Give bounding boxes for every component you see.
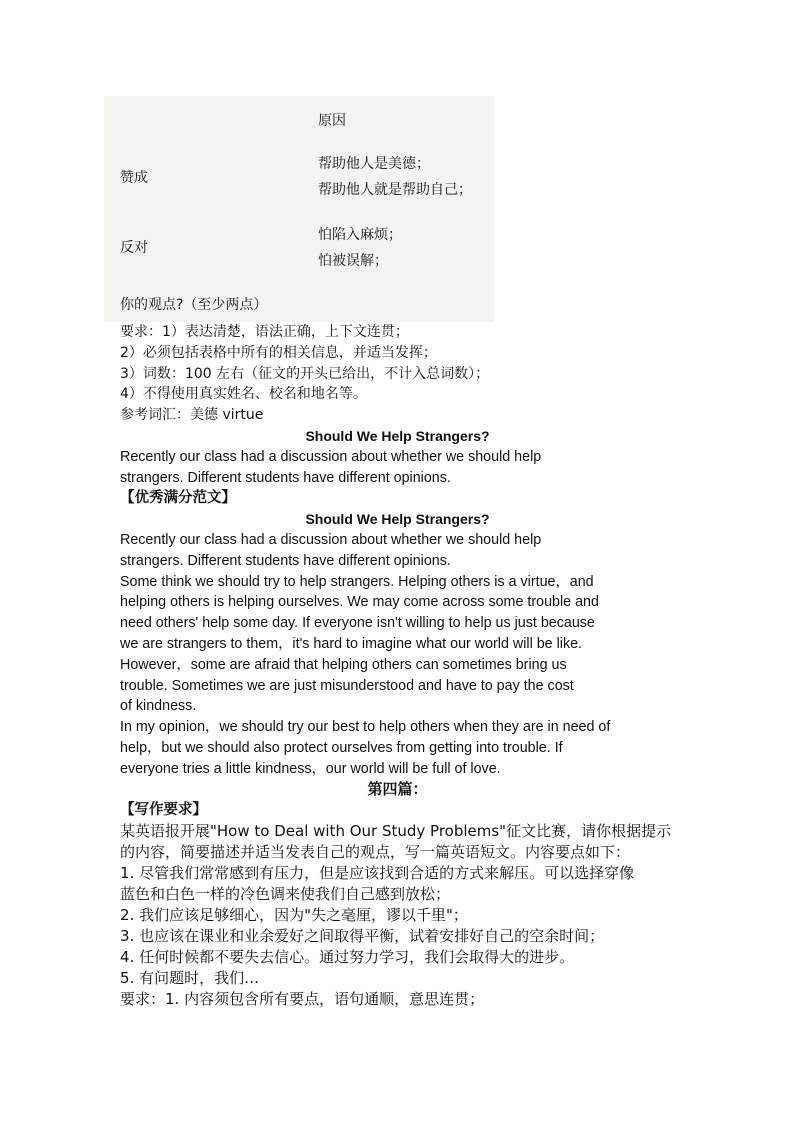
model-line: In my opinion，we should try our best to help others when they are in need of — [120, 719, 611, 736]
writing-line: 5. 有问题时，我们… — [120, 969, 260, 988]
essay-opening — [120, 447, 675, 489]
model-line: help，but we should also protect ourselves from getting into trouble. If — [120, 739, 563, 756]
opening-line: Recently our class had a discussion about whether we should help — [120, 448, 542, 465]
table-yes-reasons — [318, 151, 472, 203]
writing-line: 某英语报开展"How to Deal with Our Study Problems"征文比赛，请你根据提示 — [120, 822, 672, 841]
requirements-block — [120, 322, 675, 426]
no-reason: 怕被误解； — [318, 253, 388, 269]
model-line: helping others is helping ourselves. We may come across some trouble and — [120, 594, 599, 611]
writing-line: 的内容，简要描述并适当发表自己的观点，写一篇英语短文。内容要点如下： — [120, 843, 631, 862]
model-line: Some think we should try to help strangers. Helping others is a virtue，and — [120, 573, 594, 590]
model-essay — [120, 530, 675, 780]
writing-line: 3. 也应该在课业和业余爱好之间取得平衡，试着安排好自己的空余时间； — [120, 927, 605, 946]
table-yes-label: 赞成 — [120, 170, 148, 186]
model-line: However，some are afraid that helping others can sometimes bring us — [120, 656, 567, 673]
table-no-label: 反对 — [120, 240, 148, 256]
writing-line: 蓝色和白色一样的冷色调来使我们自己感到放松； — [120, 885, 451, 904]
table-opinion-row: 你的观点?（至少两点） — [120, 297, 268, 313]
requirement-line: 2）必须包括表格中所有的相关信息，并适当发挥； — [120, 344, 437, 361]
no-reason: 怕陷入麻烦； — [318, 227, 402, 243]
writing-heading: 【写作要求】 — [120, 802, 207, 819]
requirement-line: 3）词数：100 左右（征文的开头已给出，不计入总词数）； — [120, 365, 490, 382]
table-no-reasons — [318, 222, 402, 274]
part4-title: 第四篇： — [367, 781, 428, 798]
model-line: we are strangers to them，it's hard to imagine what our world will be like. — [120, 635, 583, 652]
model-line: trouble. Sometimes we are just misunderstood and have to pay the cost — [120, 677, 574, 694]
model-heading: 【优秀满分范文】 — [120, 490, 236, 507]
model-line: Recently our class had a discussion about whether we should help — [120, 531, 542, 548]
opinion-table — [104, 96, 494, 322]
document-page — [120, 96, 675, 1010]
requirement-line: 参考词汇：美德 virtue — [120, 407, 264, 424]
model-line: strangers. Different students have different opinions. — [120, 552, 451, 569]
essay-title: Should We Help Strangers? — [305, 427, 490, 444]
model-line: need others' help some day. If everyone isn't willing to help us just because — [120, 615, 595, 632]
model-line: everyone tries a little kindness，our world will be full of love. — [120, 760, 501, 777]
writing-instructions — [120, 821, 675, 1010]
model-title: Should We Help Strangers? — [305, 511, 490, 528]
opening-line: strangers. Different students have different opinions. — [120, 469, 451, 486]
writing-line: 要求：1. 内容须包含所有要点，语句通顺，意思连贯； — [120, 990, 485, 1009]
table-header-reason: 原因 — [318, 113, 346, 129]
yes-reason: 帮助他人就是帮助自己； — [318, 182, 472, 198]
writing-line: 2. 我们应该足够细心，因为"失之毫厘，谬以千里"； — [120, 906, 468, 925]
yes-reason: 帮助他人是美德； — [318, 156, 430, 172]
requirement-line: 要求：1）表达清楚，语法正确，上下文连贯； — [120, 324, 409, 340]
writing-line: 1. 尽管我们常常感到有压力，但是应该找到合适的方式来解压。可以选择穿像 — [120, 864, 635, 883]
writing-line: 4. 任何时候都不要失去信心。通过努力学习，我们会取得大的进步。 — [120, 948, 575, 967]
model-line: of kindness. — [120, 698, 197, 715]
requirement-line: 4）不得使用真实姓名、校名和地名等。 — [120, 386, 367, 403]
